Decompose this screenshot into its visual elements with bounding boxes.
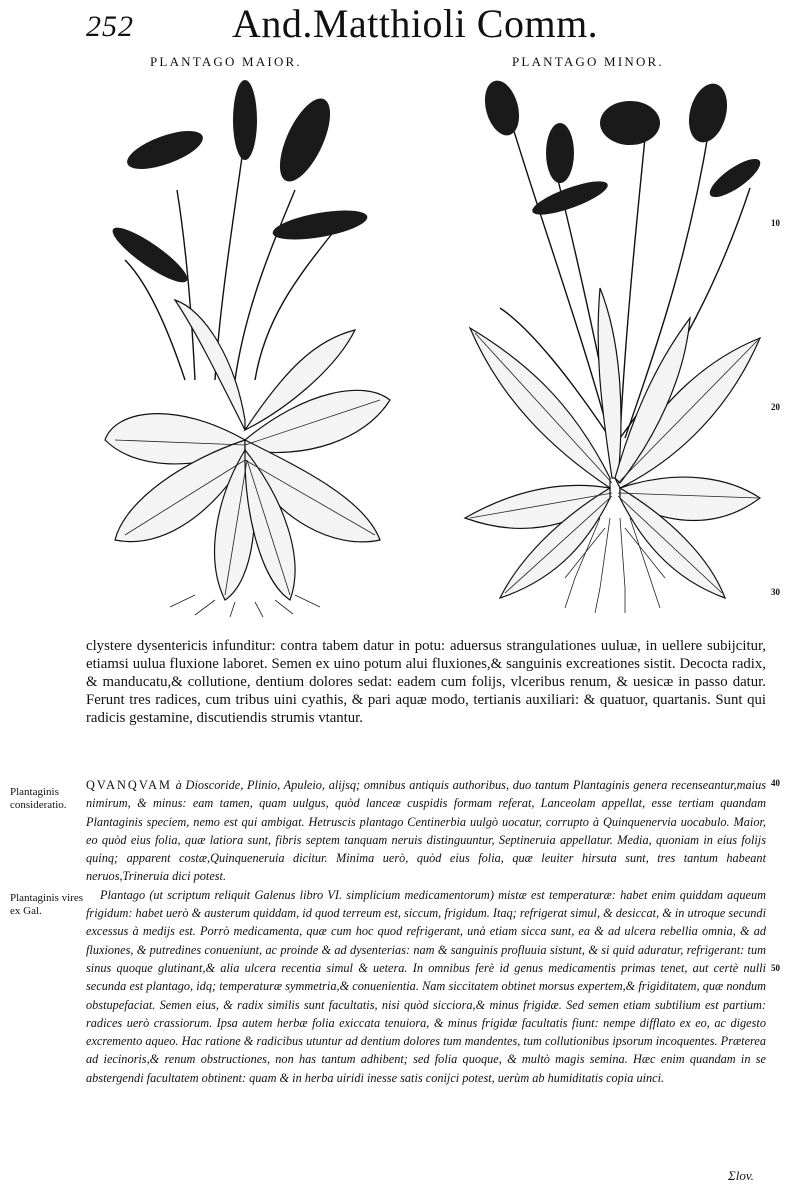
line-number-30: 30 [771,587,780,597]
line-number-20: 20 [771,402,780,412]
line-number-40: 40 [771,778,780,788]
italic-paragraph-2: Plantago (ut scriptum reliquit Galenus libro VI. simplicium medicamentorum) mistæ est temperaturæ: habet enim quiddam aqueum frigidum: habet uerò & austerum quiddam, id quod terreum est, siccum, frigidum. Itaq; refrigerat simul, & desiccat, & in utroque secundi excessus à medijs est. Porrò medicamenta, quæ cum hoc quod refrigerant, unà etiam sicca sunt, ea & ad ulcera rebellia omnia, & ad fluxiones, & putredines conueniunt, ac proinde & ad dysenterias: nam & sanguinis profluuia sistunt, & si quid aduratur, refrigerant: tum sinus quoque glutinant,& alia ulcera recentia simul & uetera. In omnibus ferè id genus medicamentis primas tenet, aut certè nulli secunda est plantago, idq; temperaturæ symmetria,& conuenientia. Nam siccitatem obtinet morsus expertem,& frigiditatem, quæ nondum obstupefaciat. Semen eius, & radix similis sunt facultatis, nisi quòd sicciora,& minus frigidæ. Sed semen etiam subtilium est partium: radices uerò crassiorum. Ipsa autem herbæ folia exiccata tenuiora, & minus frigidæ facultatis fiunt: nempe difflato ex eo, ac digesto excremento aqueo. Hac ratione & radicibus utuntur ad dentium dolores tum mandentes, tum collutionibus ipsorum incoquentes. Præterea ad iecinoris,& renum obstructiones, non has tantum adhibent; sed folia quoque, & multò magis semina. Hæc enim quandam in se abstergendi facultatem obtinent: quam & in herba uiridi inesse satis conijci potest, uerùm ab humiditatis copia uinci. [86,887,766,1085]
italic-paragraph-1 [86,776,766,886]
roman-paragraph [86,637,766,727]
margin-note-consideratio: Plantaginis consideratio. [10,786,67,811]
italic-section [86,776,766,1087]
figure-caption-left: PLANTAGO MAIOR. [150,54,302,69]
plantago-minor-woodcut [460,78,765,623]
running-head: And.Matthioli Comm. [232,1,599,46]
lead-word: QVANQVAM [86,778,172,792]
roman-paragraph-text: clystere dysentericis infunditur: contra tabem datur in potu: aduersus strangulationes uuluæ, in uellere subijcitur, etiamsi uulua fluxione laboret. Semen ex uino potum alui fluxiones,& sanguinis excreationes sistit. Decocta radix, & manducatu,& collutione, dentium dolores sedat: eadem cum folijs, vlceribus renum, & uesicæ in passo datur. Ferunt tres radices, cum tribus uini cyathis, & pari aquæ modo, tertianis auxiliari: & quatuor, quartanis. Sunt qui radicis gestamine, discutiendis strumis vtantur. [86,638,766,726]
plantago-maior-woodcut [95,80,395,620]
margin-note-vires: Plantaginis vires ex Gal. [10,892,84,917]
catchword: Σlov. [728,1168,754,1183]
figure-caption-right: PLANTAGO MINOR. [512,54,664,69]
line-number-10: 10 [771,218,780,228]
page-number: 252 [86,10,134,43]
line-number-50: 50 [771,963,780,973]
italic-paragraph-1-text: à Dioscoride, Plinio, Apuleio, alijsq; omnibus antiquis authoribus, duo tantum Plantaginis genera recenseantur,maius nimirum, & minus: eam tamen, quam uulgus, quòd lanceæ cuspidis formam referat, Lanceolam appellat, esse tertiam quandam Plantaginis speciem, nemo est qui ambigat. Hetruscis plantago Centinerbia uulgò uocatur, corrupto à Quinquenervia uocabulo. Maior, eo quòd eius folia, quæ latiora sunt, fibris septem tanquam neruis distinguuntur, Septineruia appellatur. Media, quoniam in eius folijs quinq; apparent costæ,Quinqueneruia dicitur. Minima uerò, quòd eius folia, quæ leuiter hirsuta sunt, tres tantum habeant neruos,Trineruia dici potest. [86,778,766,884]
